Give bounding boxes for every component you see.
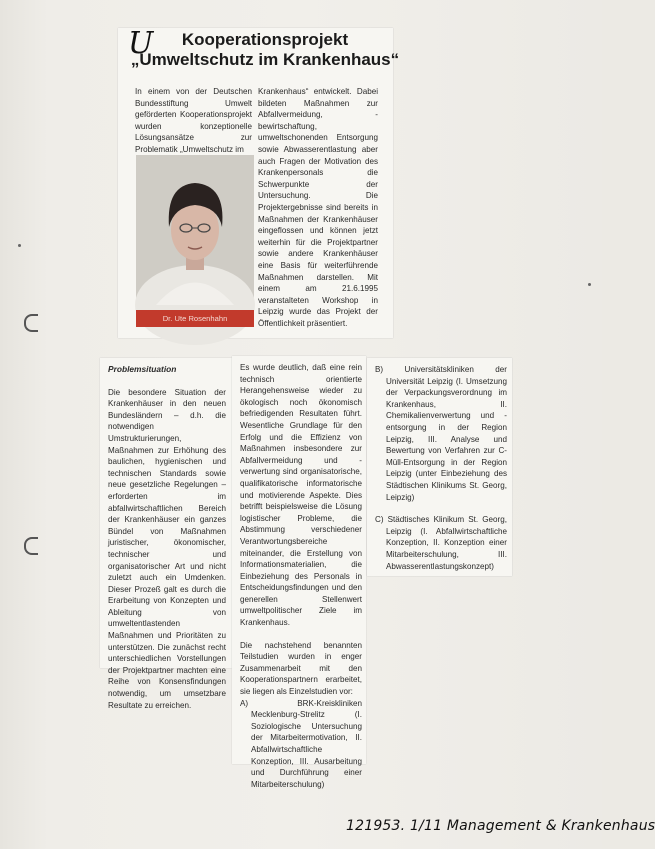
column-3 — [375, 364, 507, 572]
column-2 — [240, 362, 362, 790]
intro-text-right — [258, 86, 378, 329]
photo-caption: Dr. Ute Rosenhahn — [136, 310, 254, 327]
study-item-c: C) Städtisches Klinikum St. Georg, Leipzig (I. Abfallwirtschaftliche Konzeption, II. Konzeption einer Mitarbeiterschulung, III. Abwasserentlastungskonzept) — [375, 515, 507, 571]
study-item-a: A) BRK-Kreiskliniken Mecklenburg-Strelitz (I. Soziologische Untersuchung der Mitarbeitermotivation, II. Abfallwirtschaftliche Konzeption, III. Ausarbeitung und Durchführung einer Mitarbeiterschulung) — [240, 698, 362, 789]
handwritten-mark: U — [128, 26, 154, 61]
portrait-illustration — [136, 155, 254, 312]
study-item-b: B) Universitätskliniken der Universität Leipzig (I. Umsetzung der Verpackungsverordnung im Krankenhaus, II. Chemikalienverwertung und -entsorgung in der Region Leipzig, III. Analyse und Bewertung von Verfahren zur C-Müll-Entsorgung in der Region Leipzig (unter Einbeziehung des Städtischen Klinikums St. Georg, Leipzig) — [375, 365, 507, 502]
intro-text-left — [135, 86, 252, 156]
punch-hole-upper — [24, 314, 38, 332]
punch-hole-lower — [24, 537, 38, 555]
column-2-paragraph-2: Die nachstehend benannten Teilstudien wurden in enger Zusammenarbeit mit den Kooperationspartnern erarbeitet, sie liegen als Einzelstudien vor: — [240, 640, 362, 697]
section-heading: Problemsituation — [108, 364, 177, 374]
headline-line-2: „Umweltschutz im Krankenhaus“ — [130, 50, 400, 69]
author-portrait-photo — [136, 155, 254, 312]
speck — [588, 283, 591, 286]
handwritten-footer-note: 121953. 1/11 Management & Krankenhaus — [346, 818, 655, 834]
column-1 — [108, 364, 226, 711]
speck — [18, 244, 21, 247]
column-2-paragraph-1: Es wurde deutlich, daß eine rein technisch orientierte Herangehensweise wieder zu ökologisch noch ökonomisch befriedigenden Resultaten führt. Wesentliche Grundlage für den Erfolg und die Effizienz von Maßnahmen insbesondere zur Abfallvermeidung und -verwertung sind organisatorische, qualifikatorische informatorische und motivierende Aspekte. Dies betrifft beispielsweise die Lösung logistischer Probleme, die Abstimmung verschiedener Verantwortungsbereiche miteinander, die Erstellung von Informationsmaterialien, die Einbeziehung des Personals in Entscheidungsfindungen und den generellen Stellenwert umweltpolitischer Ziele im Krankenhaus. — [240, 363, 362, 628]
intro-right-paragraph: Krankenhaus“ entwickelt. Dabei bildeten Maßnahmen zur Abfallvermeidung, -bewirtschaftung, umweltschonenden Entsorgung sowie Abwasserentlastung aber auch Fragen der Motivation des Krankenpersonals die Schwerpunkte der Untersuchung. Die Projektergebnisse sind bereits in Maßnahmen der Krankenhäuser eingeflossen und können jetzt weiterhin für die Projektpartner sowie andere Krankenhäuser eine Basis für weiterführende Maßnahmen darstellen. Mit einem am 21.6.1995 veranstalteten Workshop in Leipzig wurde das Projekt der Öffentlichkeit präsentiert. — [258, 87, 378, 328]
headline-line-1: Kooperationsprojekt — [181, 30, 349, 49]
article-headline — [130, 30, 400, 70]
intro-left-paragraph: In einem von der Deutschen Bundesstiftung Umwelt geförderten Kooperationsprojekt wurden konzeptionelle Lösungsansätze zur Problematik „Umweltschutz im — [135, 87, 252, 154]
problem-text: Die besondere Situation der Krankenhäuser in den neuen Bundesländern – d.h. die notwendigen Umstrukturierungen, Maßnahmen zur Erhöhung des baulichen, hygienischen und technischen Standards sowie neue gesetzliche Regelungen – erforderten im abfallwirtschaftlichen Bereich der Krankenhäuser ein ganzes Bündel von Maßnahmen juristischer, ökonomischer, technischer und organisatorischer Art und nicht zuletzt auch ein Umdenken. Dieser Prozeß galt es durch die Erarbeitung von Konzepten und Ableitung von umweltentlastenden Maßnahmen und Prioritäten zu unterstützen. Die zunächst recht unterschiedlichen Vorstellungen der Projektpartner machten eine Reihe von Konsensfindungen notwendig, um umsetzbare Resultate zu erreichen. — [108, 387, 226, 710]
